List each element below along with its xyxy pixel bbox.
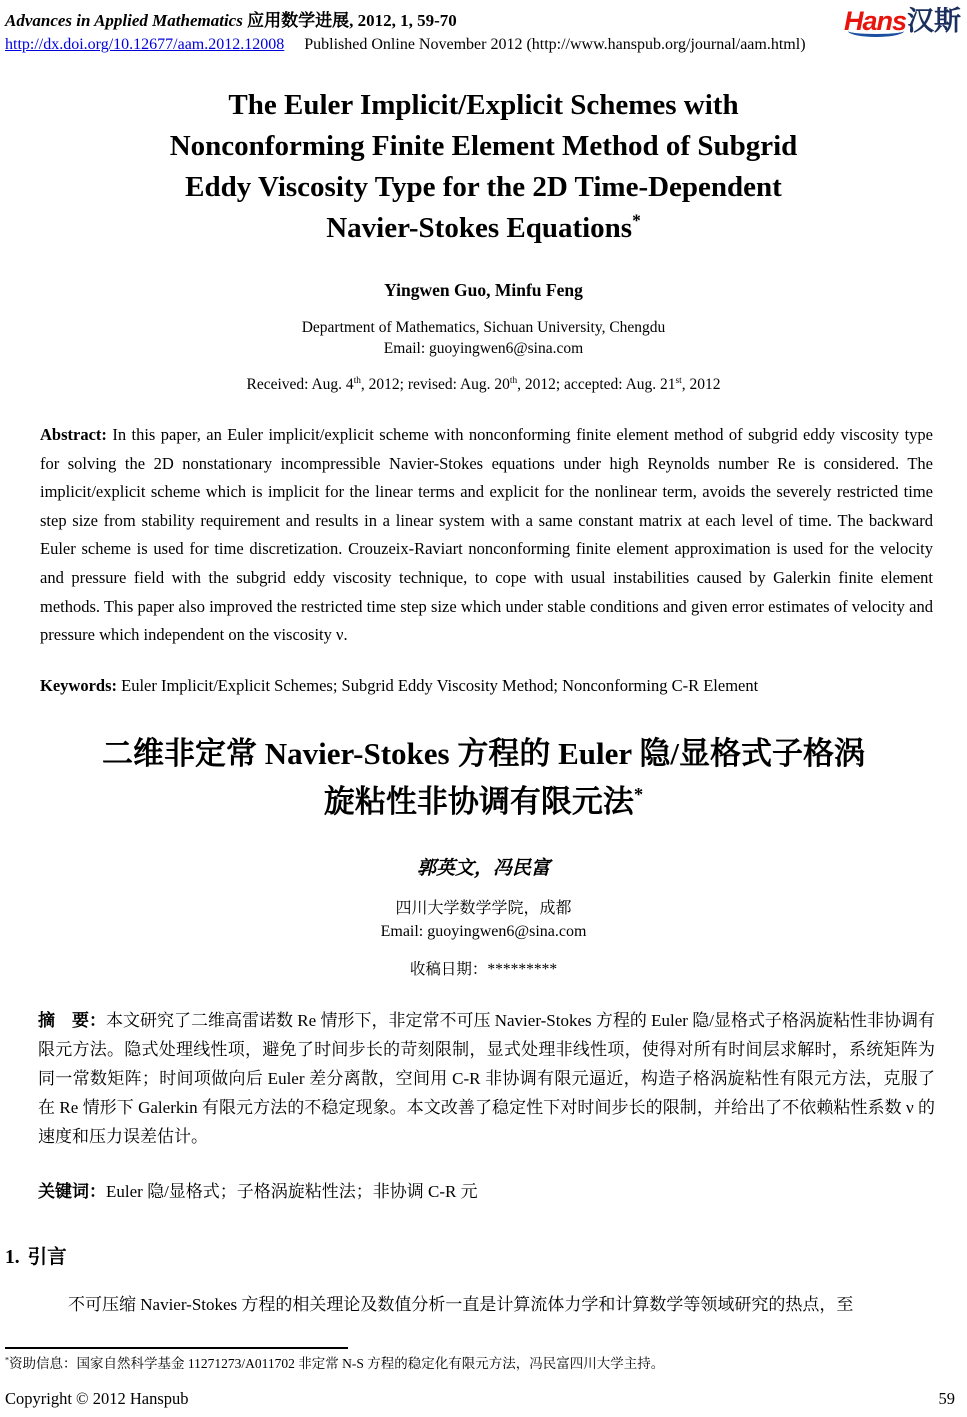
keywords-text: Euler Implicit/Explicit Schemes; Subgrid Eddy Viscosity Method; Nonconforming C-R Element — [117, 675, 759, 695]
keywords-english — [40, 676, 933, 696]
funding-footnote — [5, 1347, 935, 1372]
article-title-line-1: The Euler Implicit/Explicit Schemes with — [228, 89, 739, 121]
article-title — [0, 85, 967, 249]
article-title-line-3: Eddy Viscosity Type for the 2D Time-Dependent — [185, 171, 782, 203]
journal-title-line — [5, 6, 806, 31]
section-1-paragraph: 不可压缩 Navier-Stokes 方程的相关理论及数值分析一直是计算流体力学和计算数学等领域研究的热点，至 — [68, 1294, 854, 1314]
footnote-marker: * — [5, 1355, 10, 1365]
abstract-english — [40, 421, 933, 650]
journal-name-english: Advances in Applied Mathematics — [5, 11, 243, 30]
abstract-label-chinese: 摘 要： — [38, 1010, 107, 1030]
article-title-line-2: Nonconforming Finite Element Method of Subgrid — [169, 130, 798, 162]
section-1-heading — [5, 1241, 967, 1269]
affiliation-line-chinese: 四川大学数学学院，成都 — [395, 899, 572, 917]
copyright-text: Copyright © 2012 Hanspub — [5, 1389, 189, 1408]
keywords-label-chinese: 关键词： — [38, 1181, 106, 1201]
doi-link[interactable]: http://dx.doi.org/10.12677/aam.2012.12008 — [5, 36, 285, 53]
affiliation-chinese — [0, 897, 967, 943]
authors-english: Yingwen Guo, Minfu Feng — [384, 280, 583, 300]
hanspub-logo-chinese-text: 汉斯 — [907, 6, 961, 36]
keywords-text-chinese: Euler 隐/显格式；子格涡旋粘性法；非协调 C-R 元 — [106, 1181, 478, 1201]
hanspub-logo-hans-text: Hans — [843, 6, 906, 36]
page-footer — [5, 1389, 955, 1409]
abstract-text-chinese: 本文研究了二维高雷诺数 Re 情形下，非定常不可压 Navier-Stokes 方程的 Euler 隐/显格式子格涡旋粘性非协调有限元方法。隐式处理线性项，避免了时间步长的苛刻限制，显式处理非线性项，使得对所有时间层求解时，系统矩阵为同一常数矩阵；时间项做向后 Euler 差分离散，空间用 C-R 非协调有限元逼近，构造子格涡旋粘性有限元方法，克服了在 Re 情形下 Galerkin 有限元方法的不稳定现象。本文改善了稳定性下对时间步长的限制，并给出了不依赖粘性系数 ν 的速度和压力误差估计。 — [38, 1010, 935, 1146]
abstract-label: Abstract: — [40, 425, 107, 444]
section-1-number: 1. — [5, 1246, 20, 1268]
page-number: 59 — [938, 1389, 955, 1408]
received-date-placeholder: ********* — [487, 960, 558, 978]
article-title-chinese — [0, 730, 967, 826]
title-footnote-marker: * — [632, 210, 641, 231]
footnote-text: 资助信息：国家自然科学基金 11271273/A011702 非定常 N-S 方程的稳定化有限元方法，冯民富四川大学主持。 — [9, 1356, 665, 1371]
published-online-text: Published Online November 2012 (http://www.hanspub.org/journal/aam.html) — [304, 36, 806, 53]
keywords-chinese — [38, 1177, 935, 1202]
footnote-rule — [5, 1347, 348, 1349]
affiliation-english — [0, 317, 967, 359]
chinese-title-line-1: 二维非定常 Navier-Stokes 方程的 Euler 隐/显格式子格涡 — [102, 735, 865, 771]
doi-line — [5, 36, 806, 54]
abstract-chinese — [38, 1006, 935, 1151]
keywords-label: Keywords: — [40, 675, 117, 695]
received-date-chinese — [0, 957, 967, 979]
journal-name-chinese: 应用数学进展, 2012, 1, 59-70 — [247, 11, 457, 30]
chinese-title-line-2: 旋粘性非协调有限元法* — [323, 783, 644, 819]
hanspub-logo-swoosh — [848, 25, 904, 37]
received-dates-line: Received: Aug. 4th, 2012; revised: Aug. 20th, 2012; accepted: Aug. 21st, 2012 — [246, 375, 721, 393]
hanspub-logo — [844, 6, 961, 35]
abstract-text: In this paper, an Euler implicit/explicit scheme with nonconforming finite element method of subgrid eddy viscosity type for solving the 2D nonstationary incompressible Navier-Stokes equations under high Reynolds number Re is considered. The implicit/explicit scheme which is implicit for the linear terms and explicit for the nonlinear term, avoids the severely restricted time step size from stability requirement and results in a linear system with a same constant matrix at each level of time. The backward Euler scheme is used for time discretization. Crouzeix-Raviart nonconforming finite element approximation is used for the velocity and pressure field with the subgrid eddy viscosity technique, to cope with usual instabilities caused by Galerkin finite element methods. This paper also improved the restricted time step size which under stable conditions and given error estimates of velocity and pressure which independent on the viscosity ν. — [40, 425, 933, 645]
chinese-title-footnote-marker: * — [633, 784, 644, 806]
footnote-text-line — [5, 1352, 935, 1372]
article-title-line-4: Navier-Stokes Equations* — [326, 210, 641, 244]
journal-header — [0, 0, 967, 54]
section-1-title: 引言 — [27, 1245, 67, 1268]
received-date-label: 收稿日期： — [409, 960, 488, 978]
journal-info — [5, 6, 806, 54]
email-line-english: Email: guoyingwen6@sina.com — [383, 340, 584, 357]
email-line-chinese: Email: guoyingwen6@sina.com — [380, 922, 587, 940]
affiliation-line: Department of Mathematics, Sichuan University, Chengdu — [301, 319, 666, 336]
authors-chinese: 郭英文，冯民富 — [416, 857, 550, 879]
